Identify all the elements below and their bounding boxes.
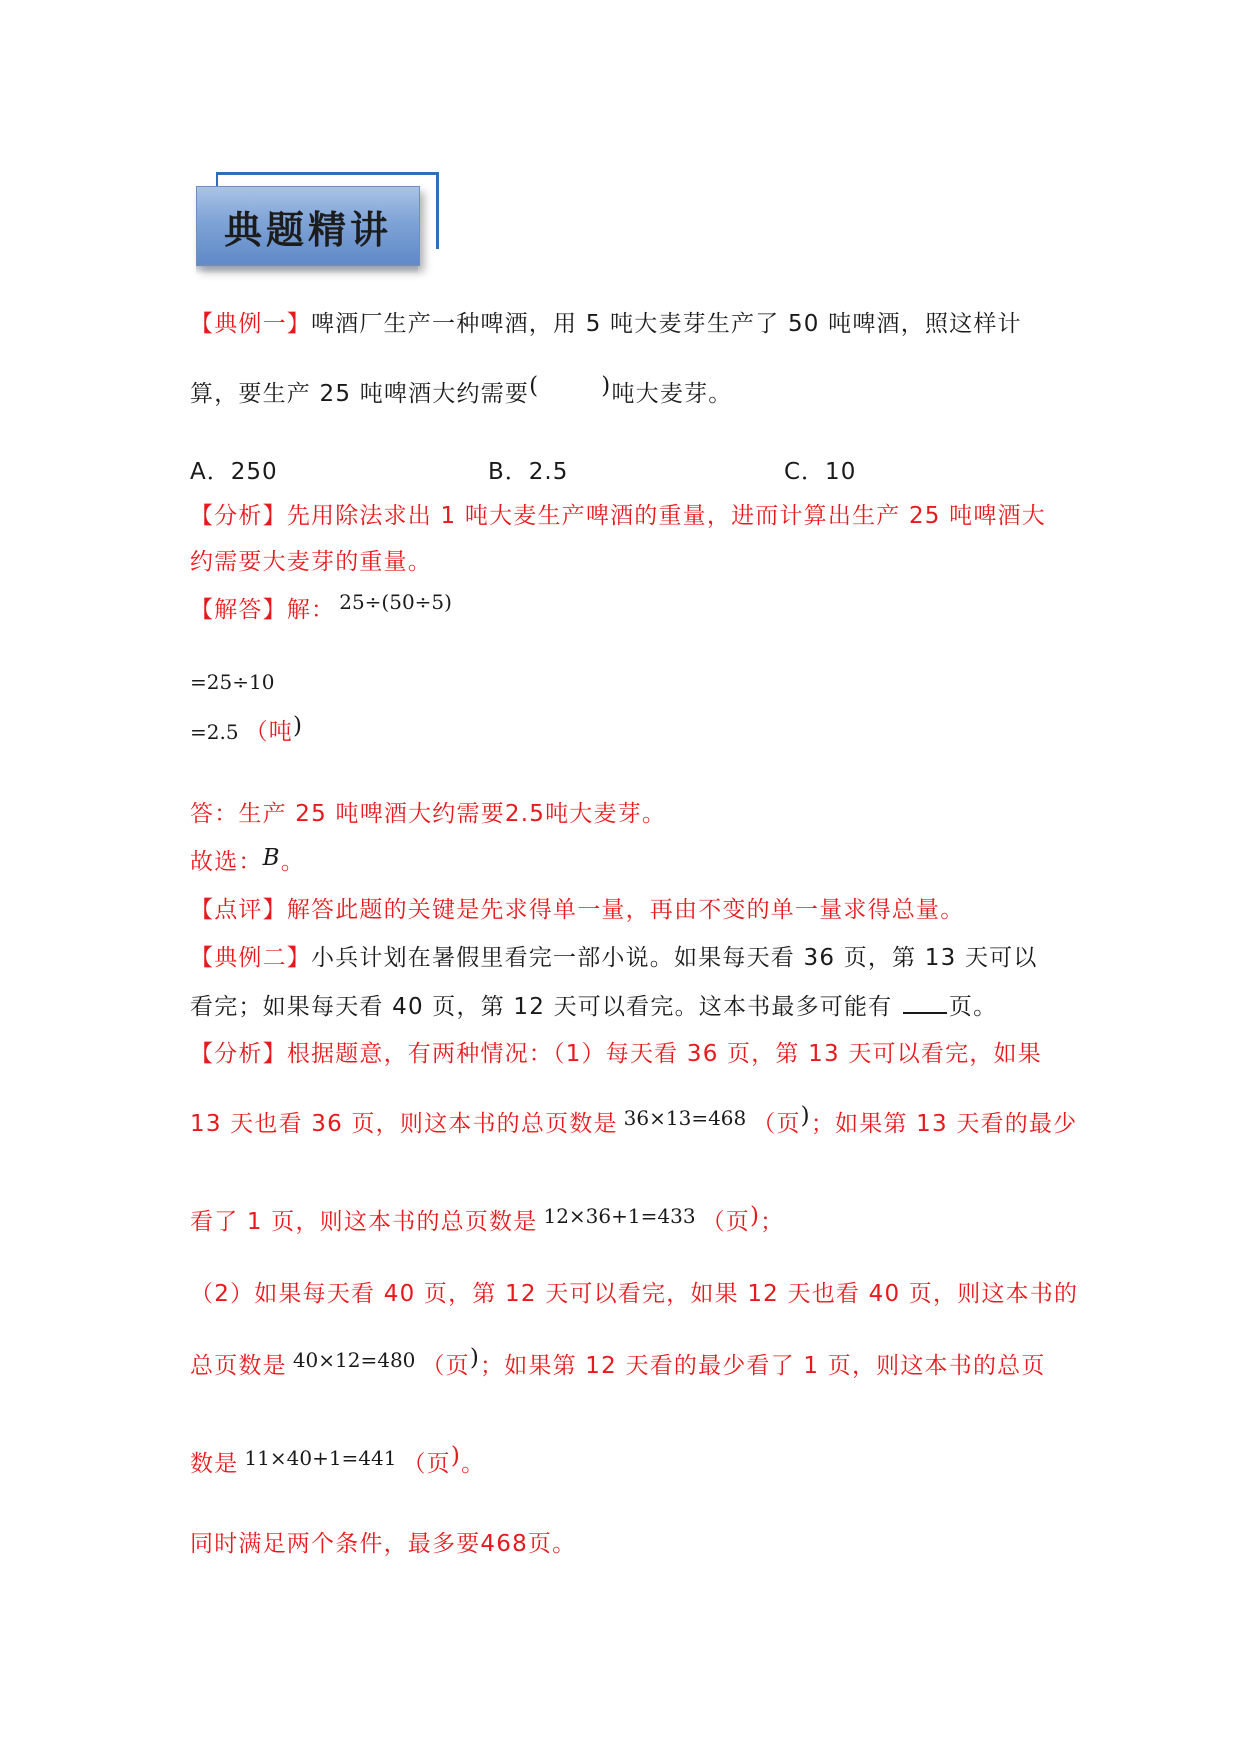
ex2-analysis-line4: （2）如果每天看 40 页，第 12 天可以看完，如果 12 天也看 40 页，则这本书的 xyxy=(190,1281,1079,1307)
ex2-l2-close: ) xyxy=(800,1103,811,1129)
ex1-step2: =25÷10 xyxy=(190,670,275,694)
ex2-l6-a: 数是 xyxy=(190,1451,239,1477)
ex1-option-c: C．10 xyxy=(784,459,857,485)
ex2-l6-close: ) xyxy=(450,1443,462,1469)
ex2-l5-a: 总页数是 xyxy=(190,1353,287,1379)
ex1-step3-close: ) xyxy=(292,713,304,739)
ex1-answer-text: 答：生产 25 吨啤酒大约需要2.5吨大麦芽。 xyxy=(190,801,667,827)
ex2-l5-close: ) xyxy=(469,1345,480,1371)
ex1-choice-suffix: 。 xyxy=(280,849,305,875)
ex1-choice-line xyxy=(190,846,305,878)
ex2-q-line2a: 看完；如果每天看 40 页，第 12 天可以看完。这本书最多可能有 xyxy=(190,994,901,1020)
ex1-paren-close: ) xyxy=(601,373,612,399)
ex2-l2-math: 36×13=468 xyxy=(623,1106,747,1130)
ex2-l5-c: ；如果第 12 天看的最少看了 1 页，则这本书的总页 xyxy=(480,1353,1046,1379)
ex1-choice-prefix: 故选： xyxy=(190,849,263,875)
ex2-q-line1: 小兵计划在暑假里看完一部小说。如果每天看 36 页，第 13 天可以 xyxy=(311,945,1038,971)
ex2-l6-b: （页 xyxy=(402,1451,451,1477)
ex2-l2-a: 13 天也看 36 页，则这本书的总页数是 xyxy=(190,1111,618,1137)
ex2-analysis-line3 xyxy=(190,1203,785,1238)
ex2-l5-b: （页 xyxy=(421,1353,470,1379)
ex2-l3-c: ； xyxy=(760,1209,785,1235)
ex1-tag: 【典例一】 xyxy=(190,311,311,337)
ex2-l3-b: （页 xyxy=(701,1209,750,1235)
ex1-q-line1: 啤酒厂生产一种啤酒，用 5 吨大麦芽生产了 50 吨啤酒，照这样计 xyxy=(311,311,1022,337)
ex1-step3: =2.5 xyxy=(190,720,239,744)
ex2-l6-math: 11×40+1=441 xyxy=(244,1446,397,1470)
ex2-tag: 【典例二】 xyxy=(190,945,311,971)
ex2-conclusion: 同时满足两个条件，最多要468页。 xyxy=(190,1531,577,1557)
ex1-analysis-line2: 约需要大麦芽的重量。 xyxy=(190,549,432,575)
ex2-analysis-line5 xyxy=(190,1345,1046,1382)
ex1-analysis-tag: 【分析】 xyxy=(190,503,287,529)
ex2-analysis-tag: 【分析】 xyxy=(190,1041,287,1067)
ex1-option-a: A．250 xyxy=(190,459,278,485)
ex2-analysis-line2 xyxy=(190,1103,1078,1140)
ex1-step3-line xyxy=(190,713,304,748)
ex1-question-line2 xyxy=(190,373,733,410)
ex2-answer-blank xyxy=(903,990,947,1014)
ex1-paren-open: ( xyxy=(529,373,540,399)
ex2-l2-c: ；如果第 13 天看的最少 xyxy=(810,1111,1078,1137)
header-badge xyxy=(196,186,420,266)
ex1-q-line2a: 算，要生产 25 吨啤酒大约需要 xyxy=(190,381,530,407)
ex1-choice-value: B xyxy=(262,845,281,871)
ex2-q-line2b: 页。 xyxy=(948,994,998,1020)
ex2-question-line2 xyxy=(190,990,997,1023)
ex2-l3-close: ) xyxy=(749,1203,761,1229)
ex1-comment-text: 解答此题的关键是先求得单一量，再由不变的单一量求得总量。 xyxy=(286,897,965,923)
header-title: 典题精讲 xyxy=(223,206,392,252)
ex1-step1: 25÷(50÷5) xyxy=(339,590,452,614)
ex1-question-line1 xyxy=(190,308,1022,340)
ex1-q-line2b: 吨大麦芽。 xyxy=(611,381,733,407)
ex2-analysis-line6 xyxy=(190,1443,486,1480)
ex1-option-b: B．2.5 xyxy=(488,459,569,485)
ex2-l6-c: 。 xyxy=(461,1451,486,1477)
ex1-step3-unit: （吨 xyxy=(244,719,293,745)
ex2-l5-math: 40×12=480 xyxy=(292,1348,416,1372)
ex1-comment-tag: 【点评】 xyxy=(190,897,287,923)
ex2-analysis-line1 xyxy=(190,1038,1042,1070)
ex2-analysis-text1: 根据题意，有两种情况：（1）每天看 36 页，第 13 天可以看完，如果 xyxy=(286,1041,1042,1067)
ex1-answer-prefix: 解： xyxy=(286,597,336,623)
ex1-analysis-text1: 先用除法求出 1 吨大麦生产啤酒的重量，进而计算出生产 25 吨啤酒大 xyxy=(286,503,1046,529)
ex2-l3-math: 12×36+1=433 xyxy=(543,1204,696,1228)
ex2-l2-b: （页 xyxy=(752,1111,801,1137)
ex1-answer-tag: 【解答】 xyxy=(190,597,287,623)
ex2-question-line1 xyxy=(190,942,1038,974)
header-badge-reflection xyxy=(196,264,418,274)
ex1-analysis-line1 xyxy=(190,500,1046,532)
ex1-step2-line xyxy=(190,666,274,698)
ex1-answer-line xyxy=(190,590,452,626)
ex2-l3-a: 看了 1 页，则这本书的总页数是 xyxy=(190,1209,538,1235)
ex1-comment-line xyxy=(190,894,964,926)
